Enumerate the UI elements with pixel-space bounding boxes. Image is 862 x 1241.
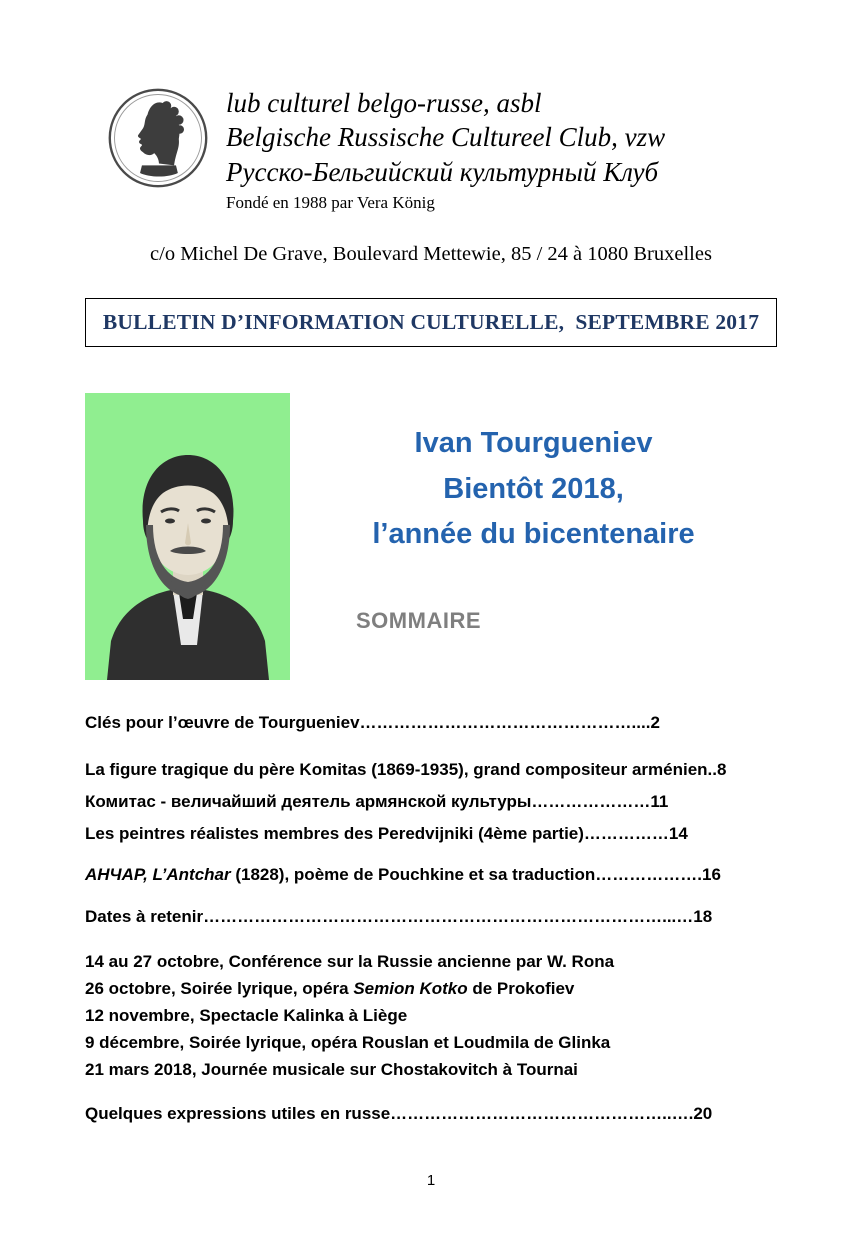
event-item bbox=[85, 975, 777, 1002]
event-item: 14 au 27 octobre, Conférence sur la Russie ancienne par W. Rona bbox=[85, 951, 615, 971]
pushkin-medallion-logo bbox=[106, 86, 210, 190]
event-item-post: de Prokofiev bbox=[467, 978, 575, 998]
events-list bbox=[85, 948, 777, 1083]
pushkin-medallion-icon bbox=[106, 86, 210, 190]
event-item-pre: 26 octobre, Soirée lyrique, opéra bbox=[85, 978, 354, 998]
event-item-opera-title: Semion Kotko bbox=[353, 978, 468, 998]
feature-title bbox=[290, 421, 777, 558]
event-item: 9 décembre, Soirée lyrique, opéra Rouslan et Loudmila de Glinka bbox=[85, 1032, 611, 1052]
toc-entry-komitas-fr: La figure tragique du père Komitas (1869-1935), grand compositeur arménien..8 bbox=[85, 759, 727, 779]
table-of-contents bbox=[85, 712, 777, 1125]
club-name-line-fr: lub culturel belgo-russe, asbl bbox=[226, 88, 542, 118]
feature-title-line-3: l’année du bicentenaire bbox=[372, 518, 695, 551]
toc-entry-antchar-italic: АНЧАР, L’Antchar bbox=[85, 864, 231, 884]
event-item: 12 novembre, Spectacle Kalinka à Liège bbox=[85, 1005, 408, 1025]
club-name-line-ru: Русско-Бельгийский культурный Клуб bbox=[226, 156, 659, 187]
founded-line: Fondé en 1988 par Vera König bbox=[226, 192, 435, 212]
address-line: c/o Michel De Grave, Boulevard Mettewie, 85 / 24 à 1080 Bruxelles bbox=[150, 242, 712, 265]
feature-right-column bbox=[290, 393, 777, 680]
masthead bbox=[0, 0, 862, 213]
bulletin-title-box bbox=[85, 298, 777, 347]
club-names bbox=[226, 86, 665, 213]
toc-entry-expressions: Quelques expressions utiles en russe…………………………………………..….20 bbox=[85, 1103, 713, 1123]
turgenev-portrait-image bbox=[85, 393, 290, 680]
sommaire-heading: SOMMAIRE bbox=[356, 608, 481, 634]
toc-entry-antchar-rest: (1828), poème de Pouchkine et sa traduction……………….16 bbox=[230, 864, 721, 884]
feature-title-line-1: Ivan Tourgueniev bbox=[414, 426, 653, 459]
bulletin-title: BULLETIN D’INFORMATION CULTURELLE, SEPTEMBRE 2017 bbox=[102, 309, 760, 334]
page-number: 1 bbox=[426, 1172, 436, 1189]
turgenev-portrait-icon bbox=[85, 393, 290, 680]
feature-section bbox=[85, 393, 777, 680]
feature-title-line-2: Bientôt 2018, bbox=[443, 472, 624, 505]
toc-entry-dates: Dates à retenir………………………………………………………………………...…18 bbox=[85, 906, 713, 926]
toc-entry-komitas-ru: Комитас - величайший деятель армянской культуры…………………11 bbox=[85, 791, 669, 811]
event-item: 21 mars 2018, Journée musicale sur Chostakovitch à Tournai bbox=[85, 1059, 578, 1079]
club-name-line-nl: Belgische Russische Cultureel Club, vzw bbox=[226, 122, 666, 153]
toc-entry-antchar bbox=[85, 864, 777, 886]
toc-entry-peredvijniki: Les peintres réalistes membres des Peredvijniki (4ème partie)……………14 bbox=[85, 823, 688, 843]
toc-entry-cles: Clés pour l’œuvre de Tourgueniev…………………………………………....2 bbox=[85, 712, 660, 732]
